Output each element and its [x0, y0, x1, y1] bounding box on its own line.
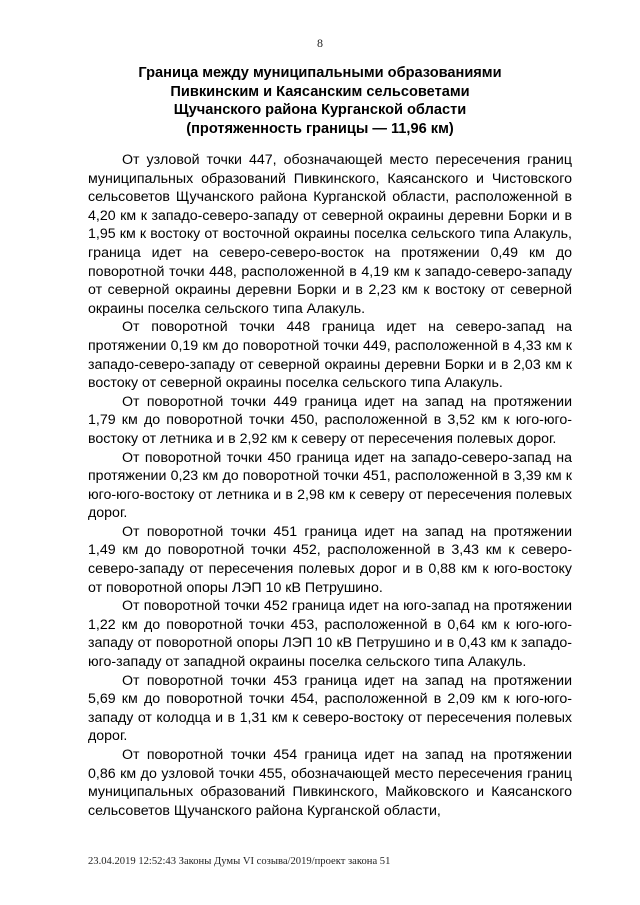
title-line: Пивкинским и Каясанским сельсоветами [170, 83, 470, 100]
paragraph: От поворотной точки 454 граница идет на запад на протяжении 0,86 км до узловой точки 455, обозначающей место пересечения границ муниципальных образований Пивкинского, Майковского и Каясанского сельсоветов Щучанского района Курганской области, [88, 747, 572, 819]
paragraph: От поворотной точки 449 граница идет на запад на протяжении 1,79 км до поворотной точки 450, расположенной в 3,52 км к юго-юго-востоку от летника и в 2,92 км к северу от пересечения полевых дорог. [88, 393, 572, 447]
paragraph: От поворотной точки 448 граница идет на северо-запад на протяжении 0,19 км до поворотной точки 449, расположенной в 4,33 км к западо-северо-западу от северной окраины деревни Борки и в 2,03 км к востоку от северной окраины поселка сельского типа Алакуль. [88, 319, 572, 392]
title-line: (протяженность границы — 11,96 км) [186, 120, 454, 137]
paragraph: От поворотной точки 450 граница идет на западо-северо-запад на протяжении 0,23 км до поворотной точки 451, расположенной в 3,39 км к юго-юго-востоку от летника и в 2,98 км к северу от пересечения полевых дорог. [88, 449, 572, 522]
document-body [88, 151, 572, 820]
document-footer: 23.04.2019 12:52:43 Законы Думы VI созыва/2019/проект закона 51 [88, 856, 391, 867]
paragraph: От узловой точки 447, обозначающей место пересечения границ муниципальных образований Пивкинского, Каясанского и Чистовского сельсоветов Щучанского района Курганской области, расположенной в 4,20 км к западо-северо-западу от северной окраины деревни Борки и в 1,95 км к востоку от восточной окраины поселка сельского типа Алакуль, граница идет на северо-северо-восток на протяжении 0,49 км до поворотной точки 448, расположенной в 4,19 км к западо-северо-западу от северной окраины деревни Борки и в 2,23 км к востоку от северной окраины поселка сельского типа Алакуль. [88, 152, 572, 317]
document-title [88, 64, 552, 138]
paragraph: От поворотной точки 453 граница идет на запад на протяжении 5,69 км до поворотной точки 454, расположенной в 2,09 км к юго-юго-западу от колодца и в 1,31 км к северо-востоку от пересечения полевых дорог. [88, 672, 572, 745]
paragraph: От поворотной точки 452 граница идет на юго-запад на протяжении 1,22 км до поворотной точки 453, расположенной в 0,64 км к юго-юго-западу от поворотной опоры ЛЭП 10 кВ Петрушино и в 0,43 км к западо-юго-западу от западной окраины поселка сельского типа Алакуль. [88, 598, 572, 671]
page-number: 8 [317, 36, 323, 50]
title-line: Щучанского района Курганской области [173, 102, 467, 118]
paragraph: От поворотной точки 451 граница идет на запад на протяжении 1,49 км до поворотной точки 452, расположенной в 3,43 км к северо-северо-западу от пересечения полевых дорог и в 0,88 км к юго-востоку от поворотной опоры ЛЭП 10 кВ Петрушино. [88, 523, 572, 596]
title-line: Граница между муниципальными образованиями [138, 65, 502, 81]
